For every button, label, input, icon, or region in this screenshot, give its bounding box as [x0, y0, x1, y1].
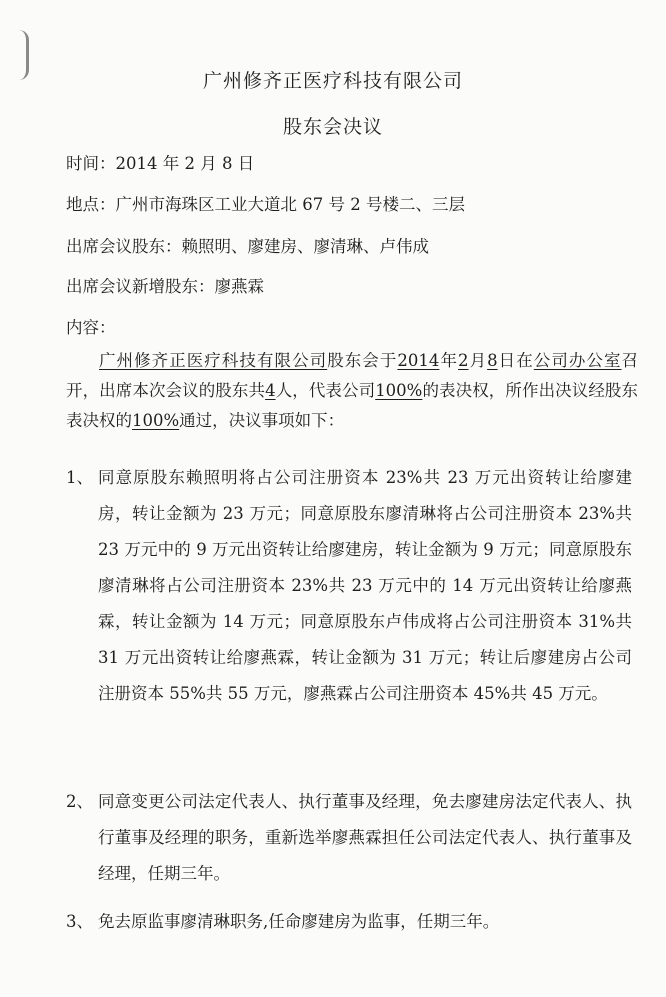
- intro-text-3: 月: [468, 351, 488, 370]
- intro-text-7: 的表决权，所作出决议经股东表决权的: [66, 381, 639, 430]
- item-number: 3、: [66, 912, 93, 931]
- meeting-place: 地点：广州市海珠区工业大道北 67 号 2 号楼二、三层: [66, 195, 465, 214]
- intro-text-5: 召开，出席本次会议的股东共: [66, 351, 639, 400]
- intro-year: 2014: [397, 351, 440, 370]
- intro-text-2: 年: [439, 351, 459, 370]
- intro-paragraph: [66, 346, 638, 436]
- intro-count: 4: [265, 381, 276, 400]
- item-text: 同意原股东赖照明将占公司注册资本 23%共 23 万元出资转让给廖建房，转让金额为 23 万元；同意原股东廖清琳将占公司注册资本 23%共 23 万元中的 9 万元出资转让给廖建房，转让金额为 9 万元；同意原股东廖清琳将占公司注册资本 23%共 23 万元中的 14 万元出资转让给廖燕霖，转让金额为 14 万元；同意原股东卢伟成将占公司注册资本 31%共 31 万元出资转让给廖燕霖，转让金额为 31 万元；转让后廖建房占公司注册资本 55%共 55 万元，廖燕霖占公司注册资本 45%共 45 万元。: [98, 468, 632, 703]
- new-shareholder: 出席会议新增股东：廖燕霖: [66, 277, 264, 296]
- document-title: 股东会决议: [282, 116, 383, 138]
- meeting-time: 时间：2014 年 2 月 8 日: [66, 154, 255, 173]
- intro-text-4: 日在: [497, 351, 534, 370]
- attending-shareholders: 出席会议股东：赖照明、廖建房、廖清琳、卢伟成: [66, 237, 429, 256]
- intro-venue: 公司办公室: [533, 351, 622, 370]
- resolution-item-1: [66, 460, 632, 712]
- resolution-item-2: [66, 784, 632, 892]
- item-text: 免去原监事廖清琳职务,任命廖建房为监事，任期三年。: [98, 912, 500, 931]
- intro-day: 8: [487, 351, 498, 370]
- item-number: 1、: [66, 468, 93, 487]
- intro-text-6: 人，代表公司: [275, 381, 376, 400]
- item-text: 同意变更公司法定代表人、执行董事及经理，免去廖建房法定代表人、执行董事及经理的职务，重新选举廖燕霖担任公司法定代表人、执行董事及经理，任期三年。: [98, 792, 632, 883]
- content-label: 内容：: [66, 318, 116, 337]
- intro-pct-1: 100%: [375, 381, 423, 400]
- intro-company: 广州修齐正医疗科技有限公司: [99, 351, 328, 370]
- company-title: 广州修齐正医疗科技有限公司: [202, 70, 463, 92]
- resolution-item-3: [66, 904, 632, 940]
- intro-pct-2: 100%: [132, 411, 180, 430]
- intro-text-8: 通过，决议事项如下：: [179, 411, 345, 430]
- intro-month: 2: [458, 351, 469, 370]
- item-number: 2、: [66, 792, 93, 811]
- intro-text-1: 股东会于: [327, 351, 398, 370]
